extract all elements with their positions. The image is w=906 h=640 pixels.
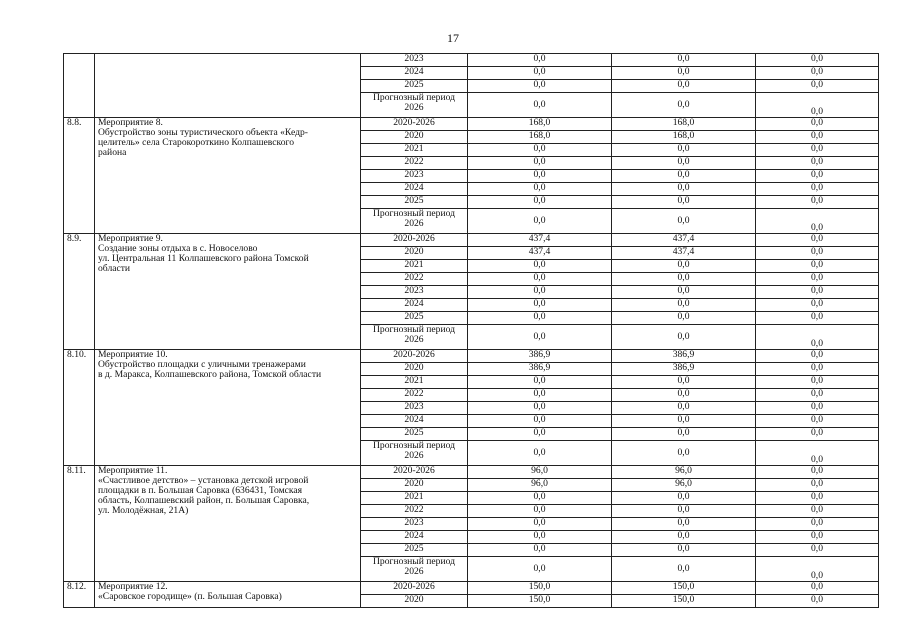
amount-cell: 0,0 [756, 209, 879, 234]
amount-cell: 150,0 [468, 595, 612, 608]
item-description-line: ул. Центральная 11 Колпашевского района Томской [98, 253, 309, 264]
amount-cell: 386,9 [468, 363, 612, 376]
amount-cell: 0,0 [612, 415, 756, 428]
amount-cell: 168,0 [468, 118, 612, 131]
year-cell: 2020 [361, 479, 468, 492]
item-number: 8.9. [64, 234, 95, 350]
amount-cell: 0,0 [468, 80, 612, 93]
amount-cell: 0,0 [756, 441, 879, 466]
item-description [95, 350, 361, 466]
year-cell: 2023 [361, 402, 468, 415]
year-cell: 2023 [361, 170, 468, 183]
item-description-line: Создание зоны отдыха в с. Новоселово [98, 243, 258, 254]
year-cell: Прогнозный период 2026 [361, 325, 468, 350]
amount-cell: 386,9 [612, 363, 756, 376]
amount-cell: 0,0 [612, 518, 756, 531]
item-description [95, 466, 361, 582]
item-description-line: «Счастливое детство» – установка детской игровой [98, 475, 309, 486]
amount-cell: 0,0 [612, 312, 756, 325]
item-description-line: района [98, 147, 127, 158]
amount-cell: 0,0 [612, 441, 756, 466]
year-cell: 2025 [361, 428, 468, 441]
amount-cell: 0,0 [612, 325, 756, 350]
year-cell: 2023 [361, 286, 468, 299]
amount-cell: 150,0 [612, 582, 756, 595]
amount-cell: 168,0 [612, 131, 756, 144]
amount-cell: 168,0 [612, 118, 756, 131]
table-row [64, 582, 879, 595]
amount-cell: 150,0 [468, 582, 612, 595]
amount-cell: 96,0 [468, 466, 612, 479]
item-title: Мероприятие 10. [98, 349, 168, 360]
amount-cell: 0,0 [468, 170, 612, 183]
item-number: 8.12. [64, 582, 95, 608]
amount-cell: 96,0 [612, 479, 756, 492]
amount-cell: 0,0 [468, 299, 612, 312]
amount-cell: 0,0 [756, 531, 879, 544]
amount-cell: 0,0 [756, 544, 879, 557]
amount-cell: 0,0 [612, 505, 756, 518]
amount-cell: 0,0 [468, 144, 612, 157]
item-description-line: ул. Молодёжная, 21А) [98, 505, 189, 516]
amount-cell: 0,0 [756, 505, 879, 518]
amount-cell: 0,0 [468, 67, 612, 80]
page-number: 17 [447, 31, 459, 45]
year-cell: 2024 [361, 183, 468, 196]
amount-cell: 0,0 [612, 389, 756, 402]
amount-cell: 0,0 [468, 376, 612, 389]
amount-cell: 0,0 [756, 363, 879, 376]
year-cell: 2024 [361, 531, 468, 544]
amount-cell: 0,0 [612, 157, 756, 170]
amount-cell: 0,0 [468, 428, 612, 441]
amount-cell: 0,0 [468, 209, 612, 234]
amount-cell: 0,0 [612, 492, 756, 505]
amount-cell: 0,0 [612, 402, 756, 415]
amount-cell: 0,0 [468, 544, 612, 557]
amount-cell: 0,0 [756, 479, 879, 492]
amount-cell: 437,4 [612, 234, 756, 247]
item-description-line: Обустройство площадки с уличными тренажерами [98, 359, 306, 370]
amount-cell: 0,0 [756, 170, 879, 183]
amount-cell: 437,4 [468, 247, 612, 260]
item-description-line: в д. Маракса, Колпашевского района, Томской области [98, 369, 322, 380]
item-description-line: область, Колпашевский район, п. Большая Саровка, [98, 495, 310, 506]
item-description [95, 54, 361, 118]
amount-cell: 0,0 [756, 415, 879, 428]
amount-cell: 0,0 [468, 531, 612, 544]
amount-cell: 0,0 [756, 54, 879, 67]
year-cell: 2025 [361, 544, 468, 557]
year-cell: 2024 [361, 67, 468, 80]
amount-cell: 0,0 [612, 557, 756, 582]
amount-cell: 0,0 [468, 286, 612, 299]
year-cell: 2020-2026 [361, 582, 468, 595]
amount-cell: 0,0 [612, 260, 756, 273]
amount-cell: 0,0 [756, 557, 879, 582]
item-number: 8.10. [64, 350, 95, 466]
amount-cell: 0,0 [612, 531, 756, 544]
year-cell: Прогнозный период 2026 [361, 441, 468, 466]
year-cell: 2020 [361, 247, 468, 260]
item-number [64, 54, 95, 118]
year-cell: 2020-2026 [361, 350, 468, 363]
amount-cell: 0,0 [468, 260, 612, 273]
item-description-line: Обустройство зоны туристического объекта «Кедр- [98, 127, 308, 138]
year-cell: 2020 [361, 595, 468, 608]
year-cell: Прогнозный период 2026 [361, 209, 468, 234]
amount-cell: 0,0 [756, 595, 879, 608]
amount-cell: 0,0 [756, 273, 879, 286]
amount-cell: 0,0 [756, 325, 879, 350]
year-cell: 2020-2026 [361, 118, 468, 131]
funding-table [63, 53, 879, 608]
year-cell: 2025 [361, 196, 468, 209]
amount-cell: 437,4 [468, 234, 612, 247]
amount-cell: 0,0 [756, 492, 879, 505]
amount-cell: 0,0 [756, 196, 879, 209]
amount-cell: 386,9 [612, 350, 756, 363]
year-cell: 2022 [361, 157, 468, 170]
amount-cell: 0,0 [612, 428, 756, 441]
amount-cell: 0,0 [756, 80, 879, 93]
amount-cell: 0,0 [756, 389, 879, 402]
amount-cell: 0,0 [468, 389, 612, 402]
amount-cell: 0,0 [756, 144, 879, 157]
amount-cell: 96,0 [612, 466, 756, 479]
item-title: Мероприятие 12. [98, 581, 168, 592]
item-description [95, 118, 361, 234]
year-cell: 2022 [361, 389, 468, 402]
amount-cell: 437,4 [612, 247, 756, 260]
year-cell: 2021 [361, 260, 468, 273]
year-cell: 2020 [361, 363, 468, 376]
item-number: 8.8. [64, 118, 95, 234]
item-description-line: области [98, 263, 131, 274]
amount-cell: 0,0 [468, 196, 612, 209]
amount-cell: 0,0 [468, 54, 612, 67]
amount-cell: 0,0 [612, 299, 756, 312]
amount-cell: 0,0 [756, 234, 879, 247]
year-cell: Прогнозный период 2026 [361, 93, 468, 118]
amount-cell: 96,0 [468, 479, 612, 492]
amount-cell: 0,0 [756, 247, 879, 260]
amount-cell: 0,0 [468, 518, 612, 531]
table-row [64, 466, 879, 479]
table-row [64, 54, 879, 67]
year-cell: 2020 [361, 131, 468, 144]
amount-cell: 0,0 [612, 93, 756, 118]
amount-cell: 0,0 [756, 118, 879, 131]
item-title: Мероприятие 8. [98, 117, 163, 128]
amount-cell: 0,0 [612, 54, 756, 67]
year-cell: 2021 [361, 376, 468, 389]
amount-cell: 0,0 [468, 557, 612, 582]
amount-cell: 0,0 [756, 350, 879, 363]
amount-cell: 0,0 [756, 157, 879, 170]
amount-cell: 0,0 [756, 183, 879, 196]
amount-cell: 150,0 [612, 595, 756, 608]
amount-cell: 0,0 [468, 312, 612, 325]
amount-cell: 0,0 [756, 93, 879, 118]
year-cell: 2022 [361, 273, 468, 286]
item-description [95, 582, 361, 608]
amount-cell: 0,0 [468, 93, 612, 118]
item-title: Мероприятие 11. [98, 465, 168, 476]
amount-cell: 0,0 [612, 170, 756, 183]
amount-cell: 0,0 [468, 325, 612, 350]
amount-cell: 0,0 [756, 312, 879, 325]
amount-cell: 0,0 [756, 518, 879, 531]
amount-cell: 0,0 [612, 273, 756, 286]
amount-cell: 0,0 [612, 376, 756, 389]
amount-cell: 0,0 [468, 505, 612, 518]
amount-cell: 168,0 [468, 131, 612, 144]
amount-cell: 0,0 [756, 260, 879, 273]
amount-cell: 0,0 [612, 144, 756, 157]
amount-cell: 0,0 [756, 582, 879, 595]
year-cell: 2021 [361, 144, 468, 157]
amount-cell: 0,0 [612, 196, 756, 209]
item-description-line: площадки в п. Большая Саровка (636431, Томская [98, 485, 303, 496]
year-cell: 2025 [361, 312, 468, 325]
item-number: 8.11. [64, 466, 95, 582]
amount-cell: 0,0 [756, 299, 879, 312]
year-cell: 2022 [361, 505, 468, 518]
amount-cell: 0,0 [756, 402, 879, 415]
amount-cell: 0,0 [612, 286, 756, 299]
amount-cell: 0,0 [756, 428, 879, 441]
amount-cell: 0,0 [468, 183, 612, 196]
year-cell: 2020-2026 [361, 234, 468, 247]
amount-cell: 0,0 [612, 544, 756, 557]
amount-cell: 0,0 [756, 466, 879, 479]
table-row [64, 234, 879, 247]
year-cell: 2024 [361, 415, 468, 428]
table-row [64, 118, 879, 131]
amount-cell: 0,0 [612, 80, 756, 93]
amount-cell: 0,0 [468, 157, 612, 170]
amount-cell: 0,0 [468, 402, 612, 415]
year-cell: 2024 [361, 299, 468, 312]
amount-cell: 0,0 [468, 492, 612, 505]
amount-cell: 0,0 [468, 415, 612, 428]
amount-cell: 0,0 [612, 183, 756, 196]
year-cell: 2023 [361, 54, 468, 67]
amount-cell: 0,0 [612, 209, 756, 234]
year-cell: 2025 [361, 80, 468, 93]
year-cell: 2023 [361, 518, 468, 531]
item-description-line: «Саровское городище» (п. Большая Саровка) [98, 591, 282, 602]
amount-cell: 0,0 [756, 376, 879, 389]
year-cell: 2021 [361, 492, 468, 505]
year-cell: Прогнозный период 2026 [361, 557, 468, 582]
year-cell: 2020-2026 [361, 466, 468, 479]
amount-cell: 0,0 [756, 67, 879, 80]
amount-cell: 386,9 [468, 350, 612, 363]
item-description-line: целитель» села Старокороткино Колпашевского [98, 137, 295, 148]
amount-cell: 0,0 [756, 286, 879, 299]
item-title: Мероприятие 9. [98, 233, 163, 244]
amount-cell: 0,0 [612, 67, 756, 80]
amount-cell: 0,0 [468, 441, 612, 466]
amount-cell: 0,0 [468, 273, 612, 286]
amount-cell: 0,0 [756, 131, 879, 144]
table-row [64, 350, 879, 363]
item-description [95, 234, 361, 350]
